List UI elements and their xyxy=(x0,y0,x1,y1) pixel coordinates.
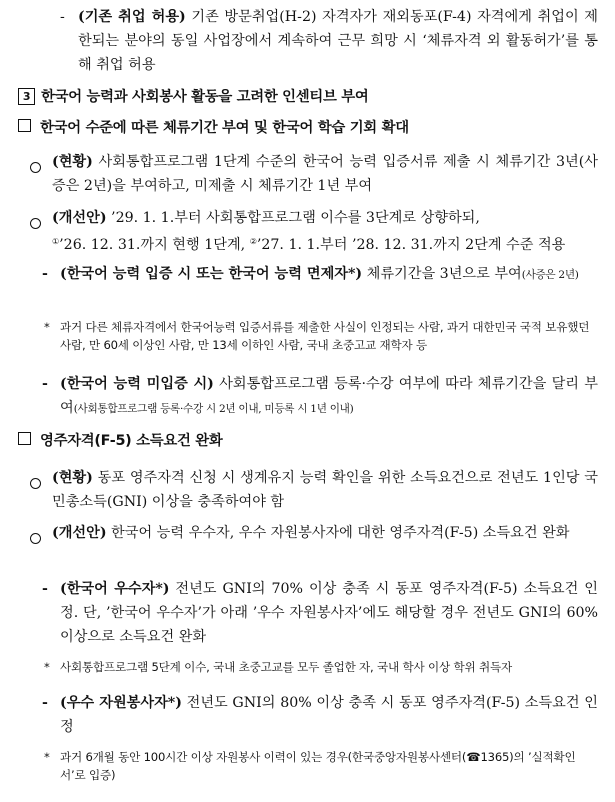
item-text: 한국어 능력 우수자, 우수 자원봉사자에 대한 영주자격(F-5) 소득요건 완화 xyxy=(106,525,570,541)
footnote-text: 과거 6개월 동안 100시간 이상 자원봉사 이력이 있는 경우(한국중앙자원봉사센터(☎1365)의 ’실적확인서’로 입증) xyxy=(60,750,576,782)
subheading-title: 한국어 수준에 따른 체류기간 부여 및 한국어 학습 기회 확대 xyxy=(40,120,409,136)
item-text-c: ’27. 1. 1.부터 ’28. 12. 31.까지 2단계 수준 적용 xyxy=(256,237,566,253)
bullet-small-note: (사증은 2년) xyxy=(521,269,579,281)
square-bullet-icon xyxy=(18,119,31,132)
item-improvement-1 xyxy=(52,206,598,257)
dash-marker: - xyxy=(60,9,65,25)
item-bold-label: (개선안) xyxy=(52,210,107,226)
dash-marker: - xyxy=(42,266,48,282)
superscript-1: ① xyxy=(52,237,60,246)
footnote-korean-excellent xyxy=(44,658,598,676)
asterisk-marker: * xyxy=(44,750,50,764)
subheading-permanent-residency xyxy=(18,430,598,452)
item-text: 동포 영주자격 신청 시 생계유지 능력 확인을 위한 소득요건으로 전년도 1인당 국민총소득(GNI) 이상을 충족하여야 함 xyxy=(52,470,598,510)
circle-bullet-icon xyxy=(30,533,41,544)
asterisk-marker: * xyxy=(44,660,50,674)
bullet-text: 사회통합프로그램 등록·수강 여부에 따라 체류기간을 달리 부여 xyxy=(60,376,598,416)
bullet-bold-label: (우수 자원봉사자*) xyxy=(60,695,182,711)
item-bold-label: (개선안) xyxy=(52,525,107,541)
bullet-small-note: (사회통합프로그램 등록·수강 시 2년 이내, 미등록 시 1년 이내) xyxy=(73,403,354,415)
bullet-korean-excellent xyxy=(42,577,598,649)
circle-bullet-icon xyxy=(30,478,41,489)
footnote-korean-exempt xyxy=(44,318,598,354)
item-text-b: ’26. 12. 31.까지 현행 1단계, xyxy=(59,237,250,253)
square-bullet-icon xyxy=(18,432,31,445)
bullet-text: 기존 방문취업(H-2) 자격자가 재외동포(F-4) 자격에게 취업이 제한되는 분야의 동일 사업장에서 계속하여 근무 희망 시 ‘체류자격 외 활동허가’를 통해 취업 허용 xyxy=(78,9,598,73)
dash-marker: - xyxy=(42,695,48,711)
bullet-text: 전년도 GNI의 80% 이상 충족 시 동포 영주자격(F-5) 소득요건 인정 xyxy=(60,695,598,735)
item-text-a: ’29. 1. 1.부터 사회통합프로그램 이수를 3단계로 상향하되, xyxy=(106,210,480,226)
bullet-text: 체류기간을 3년으로 부여 xyxy=(362,266,522,282)
bullet-existing-employment xyxy=(60,5,598,77)
section-3-heading xyxy=(18,86,598,108)
item-bold-label: (현황) xyxy=(52,470,93,486)
bullet-bold-label: (한국어 우수자*) xyxy=(60,581,170,597)
footnote-volunteer xyxy=(44,748,598,784)
dash-marker: - xyxy=(42,376,48,392)
circle-bullet-icon xyxy=(30,218,41,229)
bullet-bold-label: (한국어 능력 입증 시 또는 한국어 능력 면제자*) xyxy=(60,266,363,282)
bullet-volunteer xyxy=(42,691,598,739)
subheading-title: 영주자격(F-5) 소득요건 완화 xyxy=(40,433,223,449)
item-improvement-2 xyxy=(52,521,598,545)
dash-marker: - xyxy=(42,581,48,597)
footnote-text: 과거 다른 체류자격에서 한국어능력 입증서류를 제출한 사실이 인정되는 사람, 과거 대한민국 국적 보유했던 사람, 만 60세 이상인 사람, 만 13세 이하인 사람, 국내 초중고교 재학자 등 xyxy=(60,320,590,352)
circle-bullet-icon xyxy=(30,162,41,173)
footnote-text: 사회통합프로그램 5단계 이수, 국내 초중고교를 모두 졸업한 자, 국내 학사 이상 학위 취득자 xyxy=(60,660,512,674)
bullet-text: 전년도 GNI의 70% 이상 충족 시 동포 영주자격(F-5) 소득요건 인정. 단, ’한국어 우수자’가 아래 ’우수 자원봉사자’에도 해당할 경우 전년도 GNI의 60% 이상으로 소득요건 완화 xyxy=(60,581,598,645)
item-bold-label: (현황) xyxy=(52,154,93,170)
item-current-status-2 xyxy=(52,466,598,514)
bullet-korean-not-proven xyxy=(42,372,598,421)
section-title: 한국어 능력과 사회봉사 활동을 고려한 인센티브 부여 xyxy=(41,89,369,105)
bullet-korean-proven xyxy=(42,262,598,287)
subheading-korean-level xyxy=(18,117,598,139)
bullet-bold-label: (기존 취업 허용) xyxy=(78,9,186,25)
bullet-bold-label: (한국어 능력 미입증 시) xyxy=(60,376,214,392)
superscript-2: ② xyxy=(249,237,257,246)
section-number-box: 3 xyxy=(18,88,35,105)
item-current-status-1 xyxy=(52,150,598,198)
asterisk-marker: * xyxy=(44,320,50,334)
item-text: 사회통합프로그램 1단계 수준의 한국어 능력 입증서류 제출 시 체류기간 3년(사증은 2년)을 부여하고, 미제출 시 체류기간 1년 부여 xyxy=(52,154,598,194)
